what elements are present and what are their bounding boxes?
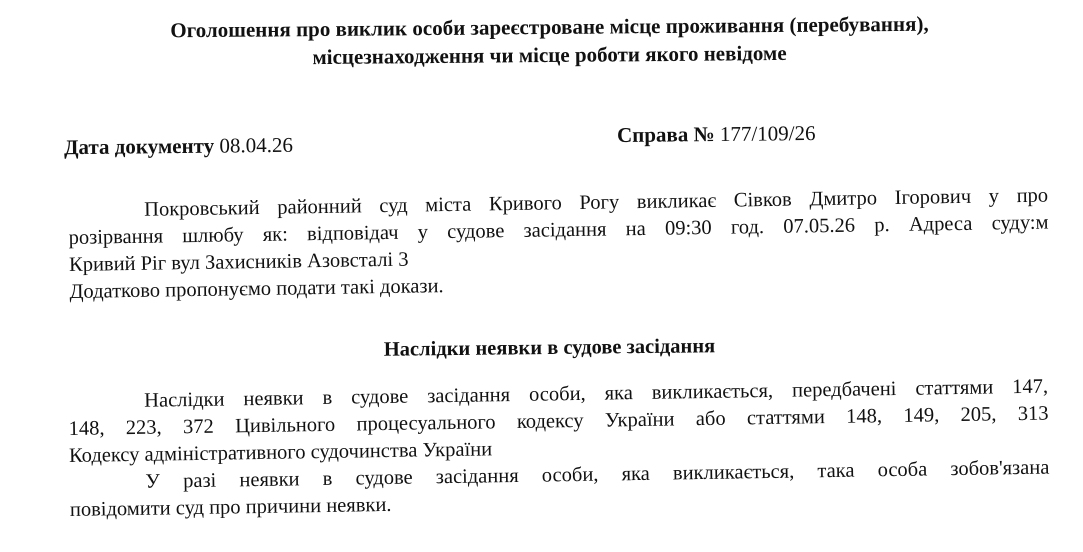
document-date-value: 08.04.26 — [219, 132, 294, 158]
case-number-value: 177/109/26 — [719, 120, 816, 146]
consequences-heading: Наслідки неявки в судове засідання — [383, 335, 716, 361]
summons-line: Покровський районний суд міста Кривого Рогу викликає Сівков Дмитро Ігорович у про — [144, 184, 1049, 221]
summons-line: Додатково пропонуємо подати такі докази. — [69, 275, 444, 303]
consequences-line: повідомити суд про причини неявки. — [69, 493, 392, 521]
document-title-line-2: місцезнаходження чи місце роботи якого невідоме — [312, 40, 787, 70]
document-title-line-1: Оголошення про виклик особи зареєстроване місце проживання (перебування), — [170, 11, 929, 43]
consequences-line: Наслідки неявки в судове засідання особи, яка викликається, передбачені статтями 147, — [144, 375, 1049, 412]
case-number-label: Справа № — [616, 122, 715, 148]
consequences-paragraph — [68, 374, 1050, 524]
consequences-line: У разі неявки в судове засідання особи, яка викликається, така особа зобов'язана — [145, 456, 1050, 493]
document-date — [64, 133, 293, 160]
consequences-line: Кодексу адміністративного судочинства України — [68, 438, 493, 467]
case-number — [617, 121, 816, 148]
summons-paragraph — [68, 183, 1050, 306]
document-date-label: Дата документу — [63, 133, 215, 160]
summons-line: Кривий Ріг вул Захисників Азовсталі 3 — [68, 248, 409, 276]
consequences-line: 148, 223, 372 Цивільного процесуального кодексу України або статтями 148, 149, 205, 313 — [68, 402, 1049, 440]
summons-line: розірвання шлюбу як: відповідач у судове засідання на 09:30 год. 07.05.26 р. Адреса суду:м — [68, 211, 1049, 249]
